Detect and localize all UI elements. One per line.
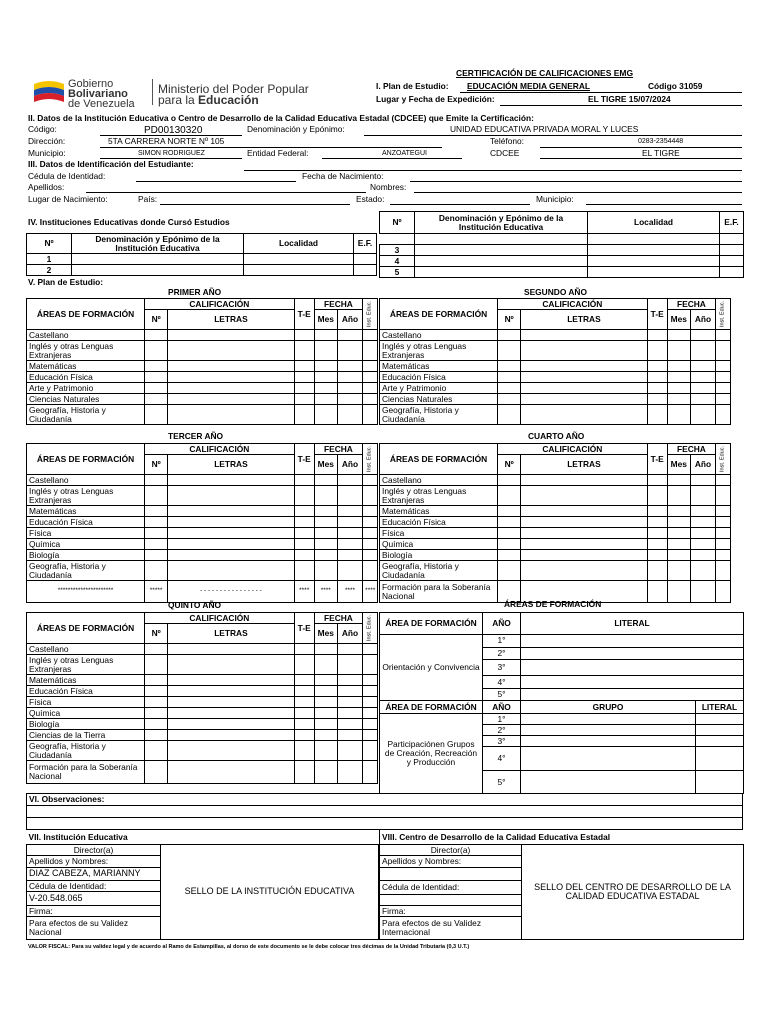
plan-value: EDUCACIÓN MEDIA GENERAL <box>467 81 590 91</box>
ent-label: Entidad Federal: <box>247 148 309 158</box>
af1-table <box>379 612 744 701</box>
col-calif: CALIFICACIÓN <box>145 613 295 624</box>
ci-label: Cédula de Identidad: <box>28 171 106 181</box>
school-row-num: 2 <box>27 265 72 276</box>
area-name: Matemáticas <box>380 361 498 372</box>
denom-label: Denominación y Epónimo: <box>247 124 345 134</box>
col-te: T-E <box>647 299 667 330</box>
year1-title: PRIMER AÑO <box>168 287 222 297</box>
col-ef: E.F. <box>720 212 744 234</box>
area-name: Educación Física <box>27 372 145 383</box>
validez-label: Para efectos de su Validez Internacional <box>380 917 522 940</box>
col-den: Denominación y Epónimo de la Institución Educativa <box>415 212 588 234</box>
gov-logo-text <box>68 79 135 109</box>
firma-label: Firma: <box>27 905 161 916</box>
grades-table <box>379 298 731 425</box>
area-name: Matemáticas <box>27 361 145 372</box>
logo-divider <box>152 79 153 105</box>
area-name: Matemáticas <box>27 506 145 517</box>
af-literal-header: LITERAL <box>696 701 744 714</box>
col-te: T-E <box>294 613 314 644</box>
area-name: Ciencias de la Tierra <box>27 730 145 741</box>
area-name: Ciencias Naturales <box>27 394 145 405</box>
col-n: Nº <box>380 212 415 234</box>
filler-cell: ********************** <box>27 581 145 603</box>
col-calif: CALIFICACIÓN <box>145 444 295 455</box>
col-area: ÁREAS DE FORMACIÓN <box>380 299 498 330</box>
filler-cell: **** <box>363 581 378 603</box>
validez-label: Para efectos de su Validez Nacional <box>27 917 161 940</box>
code-label: Código 31059 <box>648 81 703 91</box>
area-name: Inglés y otras Lenguas Extranjeras <box>27 655 145 675</box>
area-name: Inglés y otras Lenguas Extranjeras <box>380 341 498 361</box>
area-name: Castellano <box>27 475 145 486</box>
af-anio-header: AÑO <box>483 701 521 714</box>
col-mes: Mes <box>314 310 337 330</box>
tel-value: 0283-2354448 <box>638 138 684 145</box>
filler-cell: ***** <box>145 581 168 603</box>
ci-label: Cédula de Identidad: <box>27 881 161 892</box>
section8-title: VIII. Centro de Desarrollo de la Calidad Educativa Estadal <box>380 830 744 844</box>
col-te: T-E <box>647 444 667 475</box>
gov-line1: Gobierno <box>68 78 114 90</box>
codigo-label: Código: <box>28 124 57 134</box>
gov-line3: de Venezuela <box>68 98 135 110</box>
col-anio: Año <box>690 310 715 330</box>
area-name: Formación para la Soberanía Nacional <box>27 761 145 784</box>
area-name: Arte y Patrimonio <box>27 383 145 394</box>
area-name: Física <box>27 697 145 708</box>
filler-cell: - - - - - - - - - - - - - - - - <box>168 581 294 603</box>
col-fecha: FECHA <box>667 299 715 310</box>
denom-value: UNIDAD EDUCATIVA PRIVADA MORAL Y LUCES <box>450 124 639 134</box>
col-n: Nº <box>498 455 521 475</box>
area-name: Geografía, Historia y Ciudadanía <box>380 561 498 581</box>
firma-label: Firma: <box>380 905 522 916</box>
af-year: 4° <box>483 676 521 688</box>
area-name: Biología <box>27 719 145 730</box>
af-year: 3° <box>483 736 521 747</box>
grades-table <box>26 298 378 425</box>
cdcee-label: CDCEE <box>490 148 520 158</box>
fn-label: Fecha de Nacimiento: <box>302 171 384 181</box>
cdcee-signature-table <box>379 830 744 940</box>
col-anio: Año <box>690 455 715 475</box>
section4-title: IV. Instituciones Educativas donde Cursó Estudios <box>28 217 230 227</box>
ministry-line1: Ministerio del Poder Popular <box>158 82 309 96</box>
col-area: ÁREAS DE FORMACIÓN <box>27 444 145 475</box>
area-name: Geografía, Historia y Ciudadanía <box>380 405 498 425</box>
af-area-header: ÁREA DE FORMACIÓN <box>380 701 483 714</box>
doc-title: CERTIFICACIÓN DE CALIFICACIONES EMG <box>456 68 634 78</box>
footer-note: VALOR FISCAL: Para su validez legal y de acuerdo al Ramo de Estampillas, al dorso de este documento se le debe colocar tres décimas de la Unidad Tributaria (0,3 U.T.) <box>28 944 470 950</box>
section6-title: VI. Observaciones: <box>27 794 743 806</box>
institution-signature-table <box>26 830 379 940</box>
area-name: Matemáticas <box>27 675 145 686</box>
ministry-line2a: para la <box>158 93 199 107</box>
col-fecha: FECHA <box>314 299 362 310</box>
area-name: Arte y Patrimonio <box>380 383 498 394</box>
gov-line2: Bolivariano <box>68 88 128 100</box>
nom-label: Nombres: <box>370 182 407 192</box>
col-mes: Mes <box>314 455 337 475</box>
place-label: Lugar y Fecha de Expedición: <box>376 94 495 104</box>
col-calif: CALIFICACIÓN <box>498 444 648 455</box>
area-name: Geografía, Historia y Ciudadanía <box>27 741 145 761</box>
col-inst: Inst. Educ. <box>716 444 731 475</box>
grades-table <box>379 443 731 603</box>
codigo-value: PD00130320 <box>144 125 203 136</box>
col-anio: Año <box>337 624 362 644</box>
area-name: Educación Física <box>27 517 145 528</box>
ap-label: Apellidos: <box>28 182 65 192</box>
area-name: Inglés y otras Lenguas Extranjeras <box>380 486 498 506</box>
year3-title: TERCER AÑO <box>168 431 224 441</box>
af-area-header: ÁREA DE FORMACIÓN <box>380 613 483 635</box>
af2-table <box>379 700 744 794</box>
director-label: Director(a) <box>380 844 522 855</box>
col-te: T-E <box>294 299 314 330</box>
col-inst: Inst. Educ. <box>716 299 731 330</box>
director-label: Director(a) <box>27 844 161 855</box>
col-area: ÁREAS DE FORMACIÓN <box>27 299 145 330</box>
col-inst: Inst. Educ. <box>363 613 378 644</box>
af-year: 1° <box>483 635 521 647</box>
tel-label: Teléfono: <box>490 136 524 146</box>
section7-title: VII. Institución Educativa <box>27 830 379 844</box>
col-n: Nº <box>145 624 168 644</box>
dir-value: 5TA CARRERA NORTE Nº 105 <box>108 136 225 146</box>
af-anio-header: AÑO <box>483 613 521 635</box>
area-name: Castellano <box>27 644 145 655</box>
col-ef: E.F. <box>354 234 377 254</box>
af1-name: Orientación y Convivencia <box>380 635 483 701</box>
col-n: Nº <box>27 234 72 254</box>
area-name: Educación Física <box>27 686 145 697</box>
area-name: Geografía, Historia y Ciudadanía <box>27 405 145 425</box>
area-name: Castellano <box>380 330 498 341</box>
section3-title: III. Datos de Identificación del Estudiante: <box>28 159 194 169</box>
area-name: Matemáticas <box>380 506 498 517</box>
apellidos-label: Apellidos y Nombres: <box>27 856 161 867</box>
muni-label: Municipio: <box>536 194 574 204</box>
af-year: 5° <box>483 771 521 794</box>
area-name: Biología <box>380 550 498 561</box>
area-name: Biología <box>27 550 145 561</box>
filler-cell: **** <box>294 581 314 603</box>
area-name: Castellano <box>27 330 145 341</box>
year4-title: CUARTO AÑO <box>528 431 585 441</box>
schools-table-left <box>26 233 377 276</box>
af-title: ÁREAS DE FORMACIÓN <box>504 599 602 609</box>
venezuela-flag-logo <box>32 78 66 106</box>
af-year: 3° <box>483 659 521 676</box>
col-letras: LETRAS <box>168 455 294 475</box>
observations-table <box>26 793 743 830</box>
col-n: Nº <box>145 455 168 475</box>
area-name: Química <box>27 539 145 550</box>
af-year: 5° <box>483 688 521 700</box>
col-inst: Inst. Educ. <box>363 444 378 475</box>
section5-title: V. Plan de Estudio: <box>28 277 104 287</box>
school-row-num: 5 <box>380 267 415 278</box>
af-grupo-header: GRUPO <box>521 701 696 714</box>
col-mes: Mes <box>667 455 690 475</box>
col-letras: LETRAS <box>168 624 294 644</box>
filler-cell: **** <box>337 581 362 603</box>
schools-table-right <box>379 211 744 278</box>
dir-label: Dirección: <box>28 136 66 146</box>
area-name: Inglés y otras Lenguas Extranjeras <box>27 341 145 361</box>
year2-title: SEGUNDO AÑO <box>524 287 587 297</box>
area-name: Ciencias Naturales <box>380 394 498 405</box>
plan-label: I. Plan de Estudio: <box>376 81 449 91</box>
col-fecha: FECHA <box>314 444 362 455</box>
area-name: Formación para la Soberanía Nacional <box>380 581 498 603</box>
af-year: 4° <box>483 747 521 771</box>
area-name: Química <box>27 708 145 719</box>
area-name: Física <box>27 528 145 539</box>
col-calif: CALIFICACIÓN <box>498 299 648 310</box>
apellidos-label: Apellidos y Nombres: <box>380 856 522 867</box>
ministry-line2b: Educación <box>198 93 259 107</box>
area-name: Educación Física <box>380 372 498 383</box>
col-n: Nº <box>498 310 521 330</box>
col-loc: Localidad <box>588 212 720 234</box>
cdcee-value: EL TIGRE <box>642 148 680 158</box>
col-den: Denominación y Epónimo de la Institución Educativa <box>72 234 244 254</box>
col-letras: LETRAS <box>521 455 647 475</box>
year5-title: QUINTO AÑO <box>168 600 222 610</box>
col-inst: Inst. Educ. <box>363 299 378 330</box>
area-name: Química <box>380 539 498 550</box>
filler-cell: **** <box>314 581 337 603</box>
lugar-label: Lugar de Nacimiento: <box>28 194 108 204</box>
director-ci: V-20.548.065 <box>27 892 161 905</box>
af-year: 1° <box>483 714 521 725</box>
col-area: ÁREAS DE FORMACIÓN <box>380 444 498 475</box>
grades-table <box>26 443 378 603</box>
area-name: Física <box>380 528 498 539</box>
director-name: DIAZ CABEZA, MARIANNY <box>27 867 161 880</box>
school-row-num: 1 <box>27 254 72 265</box>
af-year: 2° <box>483 725 521 736</box>
col-loc: Localidad <box>244 234 354 254</box>
col-fecha: FECHA <box>314 613 362 624</box>
col-anio: Año <box>337 455 362 475</box>
af2-name: Participaciónen Grupos de Creación, Recreación y Producción <box>380 714 483 794</box>
area-name: Educación Física <box>380 517 498 528</box>
col-n: Nº <box>145 310 168 330</box>
school-row-num: 4 <box>380 256 415 267</box>
school-row-num: 3 <box>380 245 415 256</box>
institution-seal-area: SELLO DE LA INSTITUCIÓN EDUCATIVA <box>161 844 379 939</box>
mun-value: SIMON RODRIGUEZ <box>138 150 205 157</box>
af-year: 2° <box>483 647 521 659</box>
af-literal-header: LITERAL <box>521 613 744 635</box>
col-te: T-E <box>294 444 314 475</box>
col-anio: Año <box>337 310 362 330</box>
pais-label: País: <box>138 194 158 204</box>
section2-title: II. Datos de la Institución Educativa o Centro de Desarrollo de la Calidad Educativa Estadal (CDCEE) que Emite la Certificación: <box>28 113 534 123</box>
col-calif: CALIFICACIÓN <box>145 299 295 310</box>
col-mes: Mes <box>314 624 337 644</box>
area-name: Geografía, Historia y Ciudadanía <box>27 561 145 581</box>
place-value: EL TIGRE 15/07/2024 <box>588 94 671 104</box>
ci-label: Cédula de Identidad: <box>380 881 522 894</box>
col-letras: LETRAS <box>521 310 647 330</box>
col-fecha: FECHA <box>667 444 715 455</box>
col-area: ÁREAS DE FORMACIÓN <box>27 613 145 644</box>
ministry-logo-text <box>158 84 309 106</box>
estado-label: Estado: <box>356 194 385 204</box>
grades-table <box>26 612 378 784</box>
col-mes: Mes <box>667 310 690 330</box>
mun-label: Municipio: <box>28 148 66 158</box>
cdcee-seal-area: SELLO DEL CENTRO DE DESARROLLO DE LA CALIDAD EDUCATIVA ESTADAL <box>522 844 744 939</box>
col-letras: LETRAS <box>168 310 294 330</box>
area-name: Castellano <box>380 475 498 486</box>
ent-value: ANZOATEGUI <box>382 150 427 157</box>
area-name: Inglés y otras Lenguas Extranjeras <box>27 486 145 506</box>
